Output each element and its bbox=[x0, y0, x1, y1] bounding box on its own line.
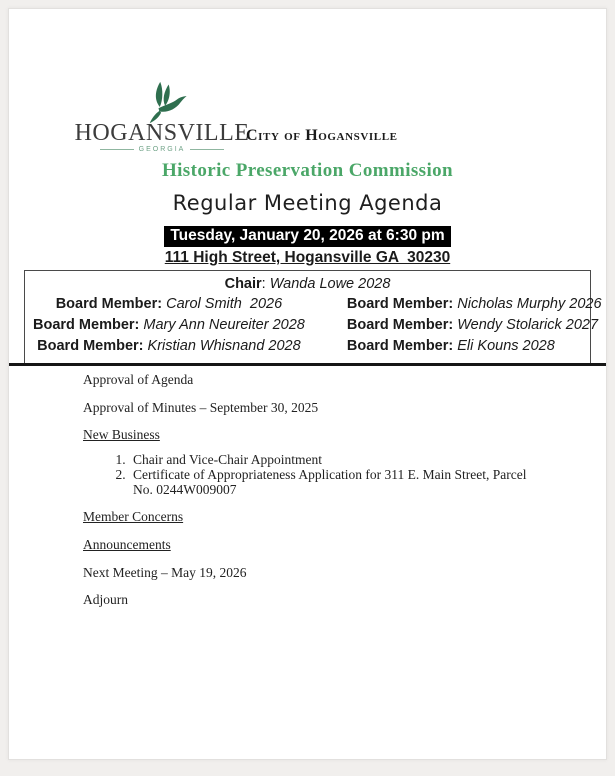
board-member-label: Board Member: bbox=[55, 296, 163, 312]
announcements-heading: Announcements bbox=[83, 537, 171, 553]
board-member-row bbox=[33, 336, 305, 356]
agenda-title: Regular Meeting Agenda bbox=[172, 191, 443, 215]
chair-name: Wanda Lowe 2028 bbox=[269, 276, 391, 292]
logo-rule-left bbox=[100, 149, 134, 150]
board-member-row bbox=[305, 294, 602, 314]
meeting-datetime: Tuesday, January 20, 2026 at 6:30 pm bbox=[164, 226, 450, 247]
logo-state-label: GEORGIA bbox=[138, 146, 186, 153]
board-member-label: Board Member: bbox=[346, 338, 454, 354]
board-member-label: Board Member: bbox=[33, 317, 140, 333]
new-business-item-1: 1. Chair and Vice-Chair Appointment bbox=[129, 453, 537, 467]
board-member-label: Board Member: bbox=[346, 317, 454, 333]
board-member-name: Kristian Whisnand 2028 bbox=[147, 338, 301, 354]
header-logo-row bbox=[9, 9, 606, 153]
agenda-body bbox=[9, 366, 606, 608]
meeting-date-line bbox=[9, 226, 606, 247]
org-title: City of Hogansville bbox=[246, 127, 398, 144]
board-member-row bbox=[33, 294, 305, 314]
board-member-name: Mary Ann Neureiter 2028 bbox=[143, 317, 305, 333]
new-business-item-2: 2. Certificate of Appropriateness Application for 311 E. Main Street, Parcel No. 0244W009007 bbox=[129, 468, 537, 497]
member-concerns-heading: Member Concerns bbox=[83, 509, 184, 525]
hogansville-logo bbox=[74, 81, 250, 153]
board-member-row bbox=[33, 315, 305, 335]
board-member-label: Board Member: bbox=[37, 338, 144, 354]
hummingbird-icon bbox=[140, 81, 193, 125]
chair-line bbox=[33, 274, 582, 294]
board-roster-box bbox=[24, 270, 602, 363]
board-member-row bbox=[305, 315, 602, 335]
board-member-name: Wendy Stolarick 2027 bbox=[457, 317, 599, 333]
next-meeting-line: Next Meeting – May 19, 2026 bbox=[83, 564, 247, 580]
chair-label: Chair bbox=[224, 276, 262, 292]
chair-colon: : bbox=[261, 276, 270, 292]
meeting-address: 111 High Street, Hogansville GA 30230 bbox=[164, 249, 451, 266]
document-page bbox=[8, 8, 607, 760]
agenda-item-approval-of-minutes: Approval of Minutes – September 30, 2025 bbox=[83, 399, 319, 415]
board-member-name: Nicholas Murphy 2026 bbox=[457, 296, 602, 312]
commission-title: Historic Preservation Commission bbox=[161, 160, 454, 181]
adjourn-line: Adjourn bbox=[83, 592, 128, 608]
logo-state-row bbox=[86, 146, 238, 153]
new-business-list bbox=[83, 453, 546, 497]
board-member-name: Carol Smith 2026 bbox=[166, 296, 283, 312]
logo-rule-right bbox=[190, 149, 224, 150]
board-member-label: Board Member: bbox=[346, 296, 454, 312]
new-business-heading: New Business bbox=[83, 427, 160, 443]
logo-city-name: HOGANSVILLE bbox=[74, 120, 250, 146]
board-grid bbox=[33, 294, 602, 356]
agenda-item-approval-of-agenda: Approval of Agenda bbox=[83, 372, 194, 387]
board-member-name: Eli Kouns 2028 bbox=[457, 338, 555, 354]
board-member-row bbox=[305, 336, 602, 356]
